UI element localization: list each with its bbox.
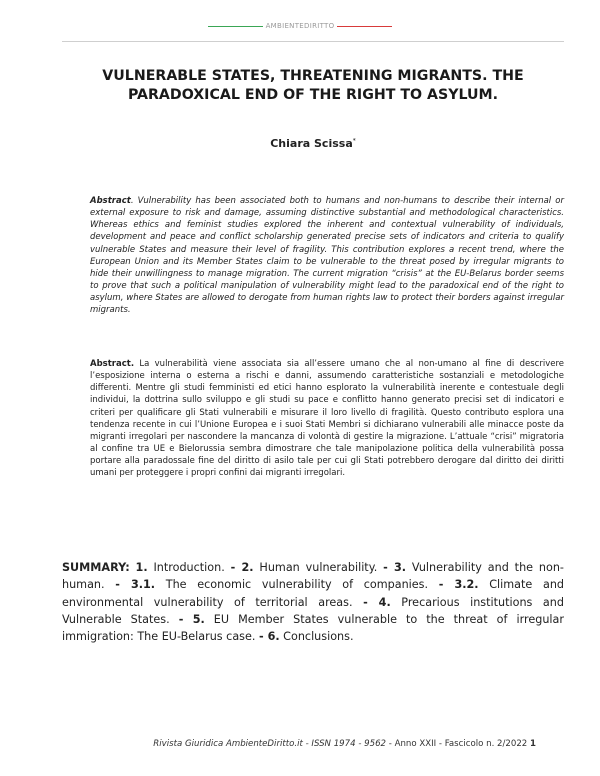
summary-item-num: 3.1. <box>130 578 156 592</box>
author-name: Chiara Scissa <box>270 137 353 150</box>
summary-item-num: 5. <box>192 612 205 626</box>
author <box>62 137 564 150</box>
summary <box>62 559 564 645</box>
header-red-rule <box>337 26 392 27</box>
header-green-rule <box>208 26 263 27</box>
header-divider <box>62 41 564 42</box>
summary-item-sep: - <box>438 578 455 592</box>
abstract-it-label: Abstract. <box>90 359 135 369</box>
paper-title <box>62 67 564 105</box>
summary-label: SUMMARY: <box>62 561 130 574</box>
summary-item-num: 3.2. <box>454 578 479 592</box>
footer-journal: Rivista Giuridica AmbienteDiritto.it - ISSN 1974 - 9562 <box>153 739 387 749</box>
abstract-english <box>90 195 564 317</box>
summary-item-text: Climate and environmental vulnerability of territorial areas. <box>62 578 565 609</box>
summary-item-text: EU Member States vulnerable to the threat of irregular immigration: The EU-Belarus case. <box>62 612 564 644</box>
summary-item-text: The economic vulnerability of companies. <box>155 578 439 592</box>
summary-item-sep: - <box>363 595 379 609</box>
header-title: AMBIENTEDIRITTO <box>265 22 335 30</box>
summary-item-num: 4. <box>378 595 391 609</box>
running-header <box>0 22 600 30</box>
summary-item-sep: - <box>259 630 268 644</box>
title-line-2: PARADOXICAL END OF THE RIGHT TO ASYLUM. <box>127 87 499 103</box>
abstract-italian <box>90 358 564 480</box>
abstract-it-text: La vulnerabilità viene associata sia all’essere umano che al non-umano al fine di descrivere l’esposizione interna o esterna a rischi e danni, assumendo caratteristiche sostanziali e metodologiche differenti. Mentre gli studi femministi ed etici hanno esplorato la vulnerabilità inerente e contestuale degli individui, la dottrina sullo sviluppo e gli studi su pace e conflitto hanno generato precisi set di indicatori e criteri per qualificare gli Stati vulnerabili e misurare il loro livello di fragilità. Questo contributo esplora una tendenza recente in cui l’Unione Europea e i suoi Stati Membri si dichiarano vulnerabili alle minacce poste da migranti irregolari per nascondere la mancanza di volontà di gestire la migrazione. L’attuale “crisi” migratoria al confine tra UE e Bielorussia sembra dimostrare che tale manipolazione politica della vulnerabilità possa portare alla paradossale fine del diritto di asilo tale per cui gli Stati potrebbero derogare dal diritto dei diritti umani per proteggere i propri confini dai migranti irregolari. <box>90 359 564 479</box>
summary-item-text: Precarious institutions and Vulnerable States. <box>62 595 564 626</box>
summary-item-text: Introduction. <box>147 561 231 574</box>
summary-item-num: 2. <box>241 561 254 574</box>
page-footer <box>62 739 536 749</box>
summary-item-sep: - <box>383 561 395 574</box>
summary-item-sep: - <box>178 612 193 626</box>
abstract-en-label: Abstract <box>90 196 131 206</box>
footer-issue: - Anno XXII - Fascicolo n. 2/2022 <box>386 739 531 749</box>
abstract-en-text: . Vulnerability has been associated both to humans and non-humans to describe their internal or external exposure to risk and damage, assuming distinctive substantial and methodological characteristics. Whereas ethics and feminist studies explored the inherent and contextual vulnerability of individuals, development and peace and conflict scholarship generated precise sets of indicators and criteria to qualify vulnerable States and measure their level of fragility. This contribution explores a recent trend, where the European Union and its Member States claim to be vulnerable to the threat posed by irregular migrants to hide their unwillingness to manage migration. The current migration “crisis” at the EU-Belarus border seems to prove that such a political manipulation of vulnerability might lead to the paradoxical end of the right to asylum, where States are allowed to derogate from human rights law to protect their borders against irregular migrants. <box>90 196 564 316</box>
summary-item-sep: - <box>115 578 131 592</box>
summary-item-num: 6. <box>267 630 280 644</box>
summary-item-text: Human vulnerability. <box>253 561 384 574</box>
page-number: 1 <box>530 739 536 749</box>
summary-item-sep: - <box>230 561 242 574</box>
title-line-1: VULNERABLE STATES, THREATENING MIGRANTS. THE <box>102 68 524 84</box>
author-footnote-mark: * <box>352 137 356 145</box>
summary-item-text: Vulnerability and the non-human. <box>62 561 564 592</box>
summary-item-num: 3. <box>394 561 407 574</box>
summary-item-text: Conclusions. <box>279 630 354 644</box>
summary-item-num: 1. <box>135 561 148 574</box>
